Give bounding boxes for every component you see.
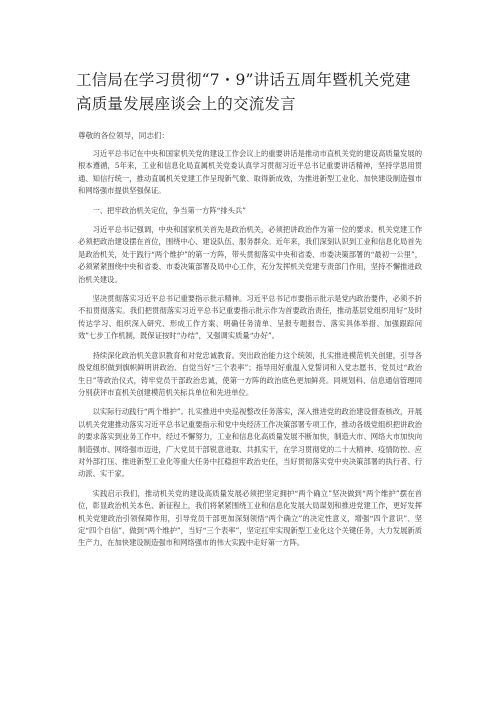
salutation: 尊敬的各位领导，同志们： <box>78 131 170 140</box>
body-paragraph: 以实际行动践行“两个维护”。扎实推进中央巡视整改任务落实，深入推进党的政治建设督查核改，开展以机关党建推动落实习近平总书记重要指示和党中央经济工作决策部署专项工作，推动各级党组织把讲政治的要求落实到业务工作中。经过不懈努力，工业和信息化高质量发展不断加快，制造大市、网络大市加快向制造强市、网络强市迈进，广大党员干部锐意进取、共抓实干，在学习贯彻党的二十大精神、疫情防控、应对外部打压、推进新型工业化等重大任务中扛稳担牢政治史任，当好贯彻落实党中央决策部署的执行者、行动派、实干家。 <box>78 407 422 479</box>
body-paragraph: 实践启示我们，推动机关党的建设高质量发展必须把坚定拥护“两个确立”坚决做到“两个维护”摆在首位，彰显政治机关本色、新征程上，我们将紧紧围绕工业和信息化发展大局谋划和推进党建工作，更好发挥机关党建政治引领保障作用，引导党员干部更加深刻领悟“两个确立”的决定性意义，增强“四个意识”、坚定“四个自信”、做到“两个维护”，当好“三个表率”，坚定扛牢实现新型工业化这个关键任务，大力发展新质生产力，在加快建设制造强市和网络强市的伟大实践中走好第一方阵。 <box>78 488 422 548</box>
body-paragraph: 习近平总书记强调，中央和国家机关首先是政治机关，必须把讲政治作为第一位的要求。机关党建工作必须把政治建设摆在首位，围绕中心、建设队伍、服务群众。近年来，我们深刻认识到工业和信息化局首先是政治机关，处于践行“两个维护”的第一方阵，带头贯彻落实中央和省委、市委决策部署的“最初一公里”，必须紧紧围绕中央和省委、市委决策部署及局中心工作，充分发挥机关党建专责部门作用，坚持不懈推进政治机关建设。 <box>78 225 422 284</box>
section-heading: 一、把牢政治机关定位，争当第一方阵“排头兵” <box>92 205 246 215</box>
body-paragraph: 持续深化政治机关意识教育和对党忠诚教育。突出政治能力这个统领，扎实推进模范机关创建，引导各级党组织做到旗帜鲜明讲政治、自觉当好“三个表率”；指导用好重温入党誓词和入党志愿书、党员过“政治生日”等政治仪式，铸牢党员干部政治忠诚，使第一方阵的政治底色更加鲜亮。同规划科、信息通信管理同分别获评市直机关创建模范机关标兵单位和先进单位。 <box>78 350 422 397</box>
intro-paragraph: 习近平总书记在中央和国家机关党的建设工作会议上的重要讲话是推动市直机关党的建设高质量发展的根本遵循，5年来，工业和信息化局直属机关党委认真学习贯彻习近平总书记重要讲话精神，坚持学思用贯通、知信行统一，推动直属机关党建工作呈现新气象、取得新成效，为推进新型工业化、加快建设制造强市和网络强市提供坚强保证。 <box>78 149 422 196</box>
body-paragraph: 坚决贯彻落实习近平总书记重要指示批示精神。习近平总书记市要指示批示是党内政治要件，必须不折不扣贯彻落实。我们把贯彻落实习近平总书记重要指示批示作为首要政治责任，推动基层党组织用好“及时传达学习、组织深入研究、形成工作方案、明确任务清单、呈报专题报告、落实具体举措、加强跟踪问效”七步工作机制，既保证按时“办结”，又强调实质量“办好”。 <box>78 294 422 341</box>
document-title: 工信局在学习贯彻“7・9”讲话五周年暨机关党建高质量发展座谈会上的交流发言 <box>76 71 411 113</box>
